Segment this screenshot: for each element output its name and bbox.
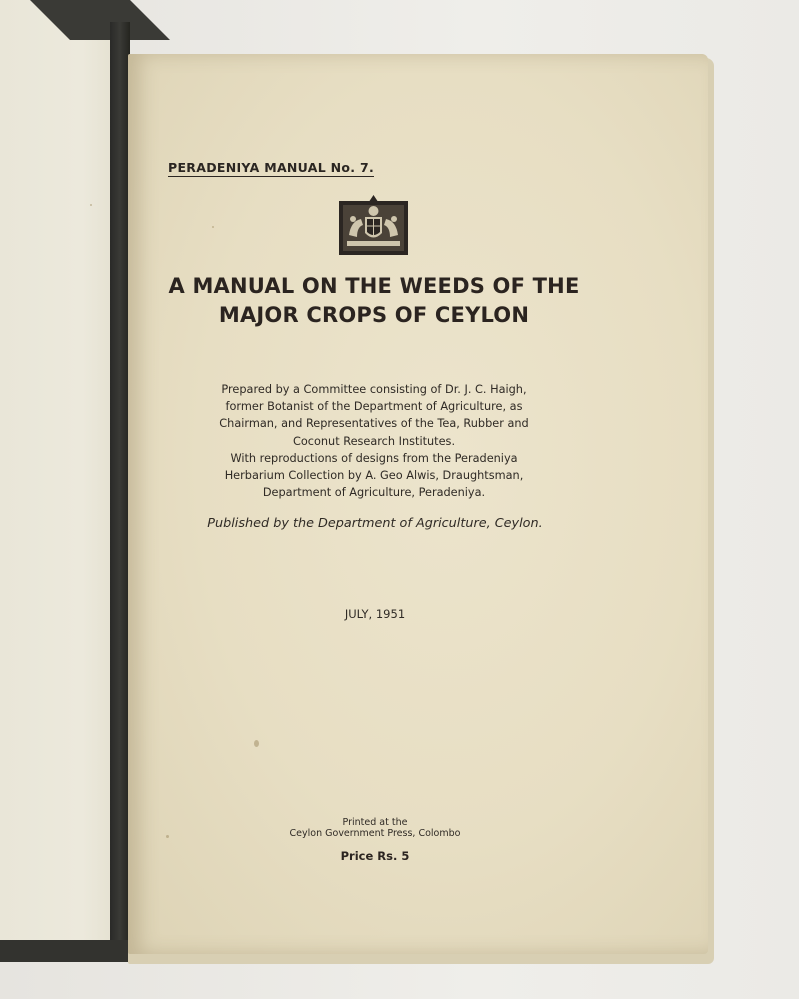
price-label: Price Rs. 5 [340, 849, 410, 863]
printer-line: Printed at the [342, 817, 408, 828]
credits-line: Chairman, and Representatives of the Tea, Rubber and [219, 417, 529, 431]
royal-coat-of-arms-icon [339, 195, 408, 255]
credits-line: Prepared by a Committee consisting of Dr. J. C. Haigh, [221, 383, 527, 396]
credits-line: former Botanist of the Department of Agriculture, as [225, 400, 523, 414]
credits-line: Coconut Research Institutes. [292, 434, 456, 448]
publisher-line: Published by the Department of Agriculture, Ceylon. [207, 516, 543, 531]
cover-bottom-edge [0, 940, 132, 962]
publication-date: JULY, 1951 [344, 607, 406, 621]
title-line-2: MAJOR CROPS OF CEYLON [218, 303, 530, 327]
series-heading: PERADENIYA MANUAL No. 7. [168, 160, 375, 175]
credits-paragraph [218, 381, 530, 501]
credits-line: Department of Agriculture, Peradeniya. [262, 486, 486, 500]
credits-line: Herbarium Collection by A. Geo Alwis, Draughtsman, [224, 469, 524, 483]
printer-imprint [260, 817, 490, 839]
title-line-1: A MANUAL ON THE WEEDS OF THE [168, 274, 580, 298]
paper-speck [166, 835, 169, 838]
printer-line: Ceylon Government Press, Colombo [289, 828, 461, 839]
credits-line: With reproductions of designs from the Peradeniya [230, 451, 518, 465]
paper-speck [212, 226, 214, 228]
book-cover-edge [110, 22, 130, 960]
paper-speck [254, 740, 259, 747]
paper-speck [90, 204, 92, 206]
left-endpaper [0, 0, 118, 950]
book-title [150, 272, 598, 330]
